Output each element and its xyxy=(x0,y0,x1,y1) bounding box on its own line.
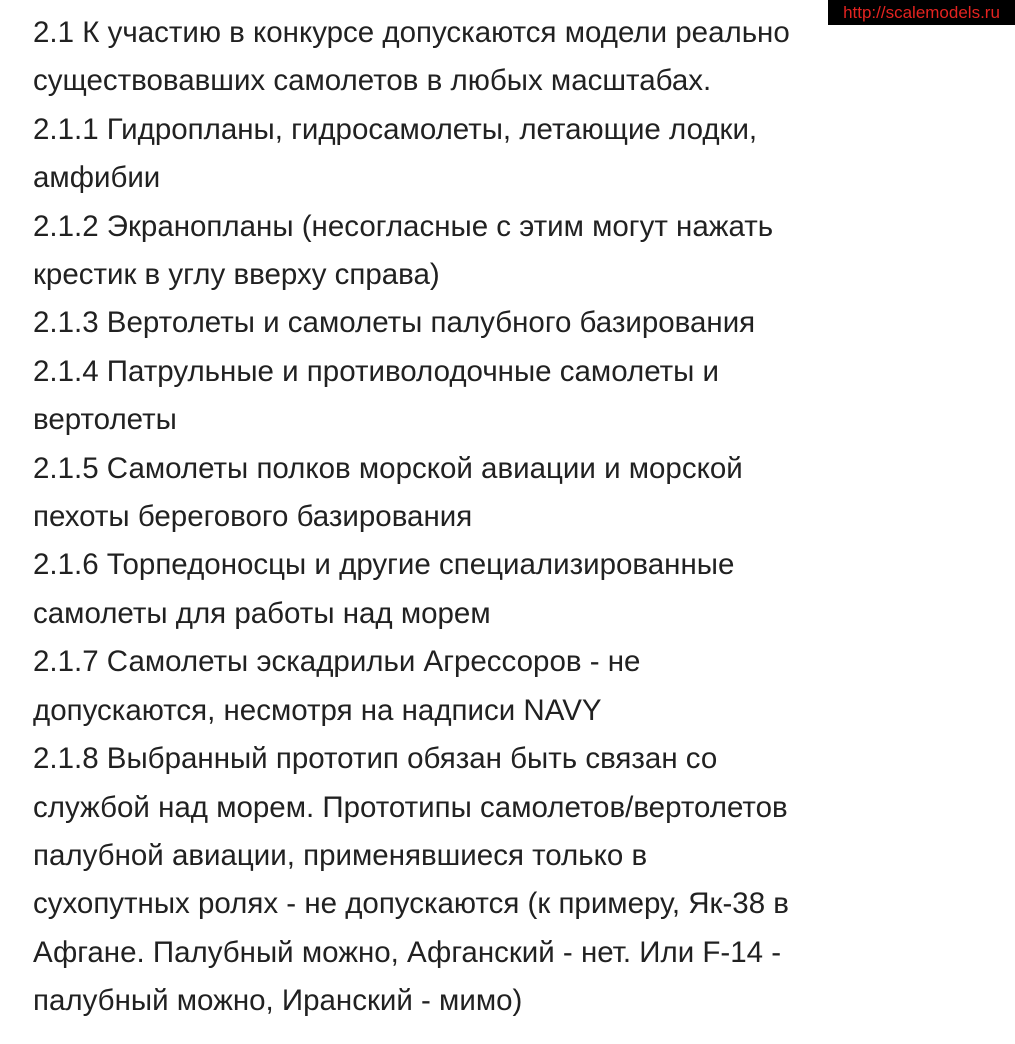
text-line: самолеты для работы над морем xyxy=(33,596,491,630)
text-line: 2.1.8 Выбранный прототип обязан быть связан со xyxy=(33,742,718,776)
text-line: службой над морем. Прототипы самолетов/вертолетов xyxy=(33,790,788,824)
text-line: допускаются, несмотря на надписи NAVY xyxy=(33,693,602,727)
text-line: Афгане. Палубный можно, Афганский - нет. Или F-14 - xyxy=(33,935,782,969)
text-line: существовавших самолетов в любых масштабах. xyxy=(33,64,712,98)
text-line: 2.1.6 Торпедоносцы и другие специализированные xyxy=(33,548,735,582)
text-line: 2.1.3 Вертолеты и самолеты палубного базирования xyxy=(33,306,756,340)
rules-text-block xyxy=(33,9,993,1026)
text-line: 2.1.5 Самолеты полков морской авиации и морской xyxy=(33,451,743,485)
text-line: палубный можно, Иранский - мимо) xyxy=(33,984,523,1018)
watermark-banner xyxy=(828,0,1015,25)
text-line: пехоты берегового базирования xyxy=(33,500,473,534)
watermark-url: http://scalemodels.ru xyxy=(843,3,1000,22)
text-line: палубной авиации, применявшиеся только в xyxy=(33,838,648,872)
text-line: сухопутных ролях - не допускаются (к примеру, Як-38 в xyxy=(33,887,789,921)
text-line: крестик в углу вверху справа) xyxy=(33,258,440,292)
text-line: 2.1.4 Патрульные и противолодочные самолеты и xyxy=(33,354,720,388)
text-line: амфибии xyxy=(33,161,161,195)
text-line: 2.1.1 Гидропланы, гидросамолеты, летающие лодки, xyxy=(33,112,758,146)
text-line: 2.1.2 Экранопланы (несогласные с этим могут нажать xyxy=(33,209,774,243)
text-line: 2.1 К участию в конкурсе допускаются модели реально xyxy=(33,16,790,49)
text-line: 2.1.7 Самолеты эскадрильи Агрессоров - не xyxy=(33,645,641,679)
text-line: вертолеты xyxy=(33,403,177,437)
